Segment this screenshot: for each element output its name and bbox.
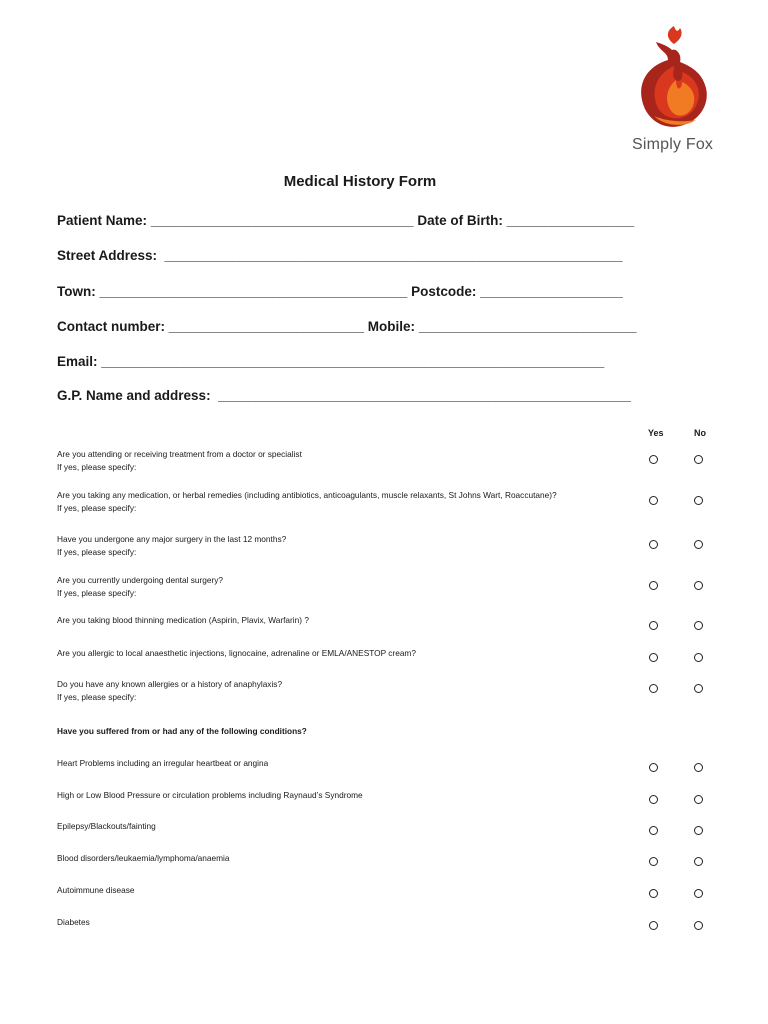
question-text: Are you currently undergoing dental surgery? [57,575,224,585]
yes-radio[interactable] [649,540,658,549]
no-radio[interactable] [694,795,703,804]
question-text: Are you allergic to local anaesthetic injections, lignocaine, adrenaline or EMLA/ANESTOP cream? [57,648,416,658]
question-row [57,678,282,704]
brand-name: Simply Fox [632,136,714,153]
field-line [57,319,636,334]
question-text: Heart Problems including an irregular heartbeat or angina [57,758,269,768]
field-label: Patient Name: [57,213,151,228]
yes-radio[interactable] [649,795,658,804]
question-row [57,533,286,559]
question-text: Autoimmune disease [57,885,135,895]
field-line [57,284,623,299]
question-text: Diabetes [57,917,90,927]
form-title: Medical History Form [283,173,437,190]
condition-row [57,916,90,929]
field-line [57,388,631,403]
yes-radio[interactable] [649,653,658,662]
yes-radio[interactable] [649,921,658,930]
specify-prompt: If yes, please specify: [57,503,137,513]
no-radio[interactable] [694,496,703,505]
condition-row [57,884,134,897]
question-row [57,489,557,515]
yes-radio[interactable] [649,857,658,866]
question-row [57,574,223,600]
field-line [57,354,604,369]
field-input-line[interactable]: _________________________________________ [99,284,408,299]
no-radio[interactable] [694,653,703,662]
field-label: Street Address: [57,248,165,263]
field-label: G.P. Name and address: [57,388,219,403]
specify-prompt: If yes, please specify: [57,547,137,557]
question-text: Epilepsy/Blackouts/fainting [57,821,156,831]
field-input-line[interactable]: _______________________________________________________ [218,388,632,403]
field-label: Email: [57,354,102,369]
question-text: Are you attending or receiving treatment from a doctor or specialist [57,449,302,459]
question-text: Blood disorders/leukaemia/lymphoma/anaemia [57,853,230,863]
yes-radio[interactable] [649,889,658,898]
condition-row [57,820,156,833]
field-input-line[interactable]: _____________________________ [418,319,637,334]
field-label: Postcode: [407,284,481,299]
yes-radio[interactable] [649,684,658,693]
question-text: Are you taking any medication, or herbal remedies (including antibiotics, anticoagulants, muscle relaxants, St Johns Wart, Roaccutane)? [57,490,557,500]
yes-radio[interactable] [649,581,658,590]
question-text: Have you undergone any major surgery in the last 12 months? [57,534,287,544]
field-line [57,248,623,263]
no-radio[interactable] [694,581,703,590]
fox-flame-icon [634,22,714,132]
question-text: Are you taking blood thinning medication (Aspirin, Plavix, Warfarin) ? [57,615,309,625]
field-label: Date of Birth: [413,213,507,228]
condition-row [57,757,268,770]
yes-radio[interactable] [649,826,658,835]
no-radio[interactable] [694,763,703,772]
yes-radio[interactable] [649,621,658,630]
question-row [57,614,309,627]
question-row [57,448,302,474]
no-radio[interactable] [694,826,703,835]
field-label: Mobile: [363,319,419,334]
question-text: High or Low Blood Pressure or circulation problems including Raynaud’s Syndrome [57,790,363,800]
no-radio[interactable] [694,921,703,930]
yes-radio[interactable] [649,455,658,464]
field-label: Town: [57,284,100,299]
specify-prompt: If yes, please specify: [57,692,137,702]
specify-prompt: If yes, please specify: [57,462,137,472]
specify-prompt: If yes, please specify: [57,588,137,598]
no-radio[interactable] [694,621,703,630]
field-input-line[interactable]: __________________________ [168,319,364,334]
field-input-line[interactable]: _____________________________________________________________ [164,248,623,263]
yes-radio[interactable] [649,496,658,505]
field-label: Contact number: [57,319,169,334]
field-input-line[interactable]: _________________ [506,213,635,228]
no-column-header: No [694,428,706,438]
field-input-line[interactable]: ___________________________________________________________________ [101,354,605,369]
condition-row [57,852,229,865]
no-radio[interactable] [694,857,703,866]
yes-radio[interactable] [649,763,658,772]
no-radio[interactable] [694,540,703,549]
yes-column-header: Yes [648,428,664,438]
field-line [57,213,634,228]
condition-row [57,789,363,802]
field-input-line[interactable]: ___________________________________ [150,213,414,228]
question-row [57,647,416,660]
conditions-heading: Have you suffered from or had any of the following conditions? [57,726,307,736]
no-radio[interactable] [694,889,703,898]
question-text: Do you have any known allergies or a history of anaphylaxis? [57,679,283,689]
field-input-line[interactable]: ___________________ [480,284,623,299]
no-radio[interactable] [694,684,703,693]
no-radio[interactable] [694,455,703,464]
